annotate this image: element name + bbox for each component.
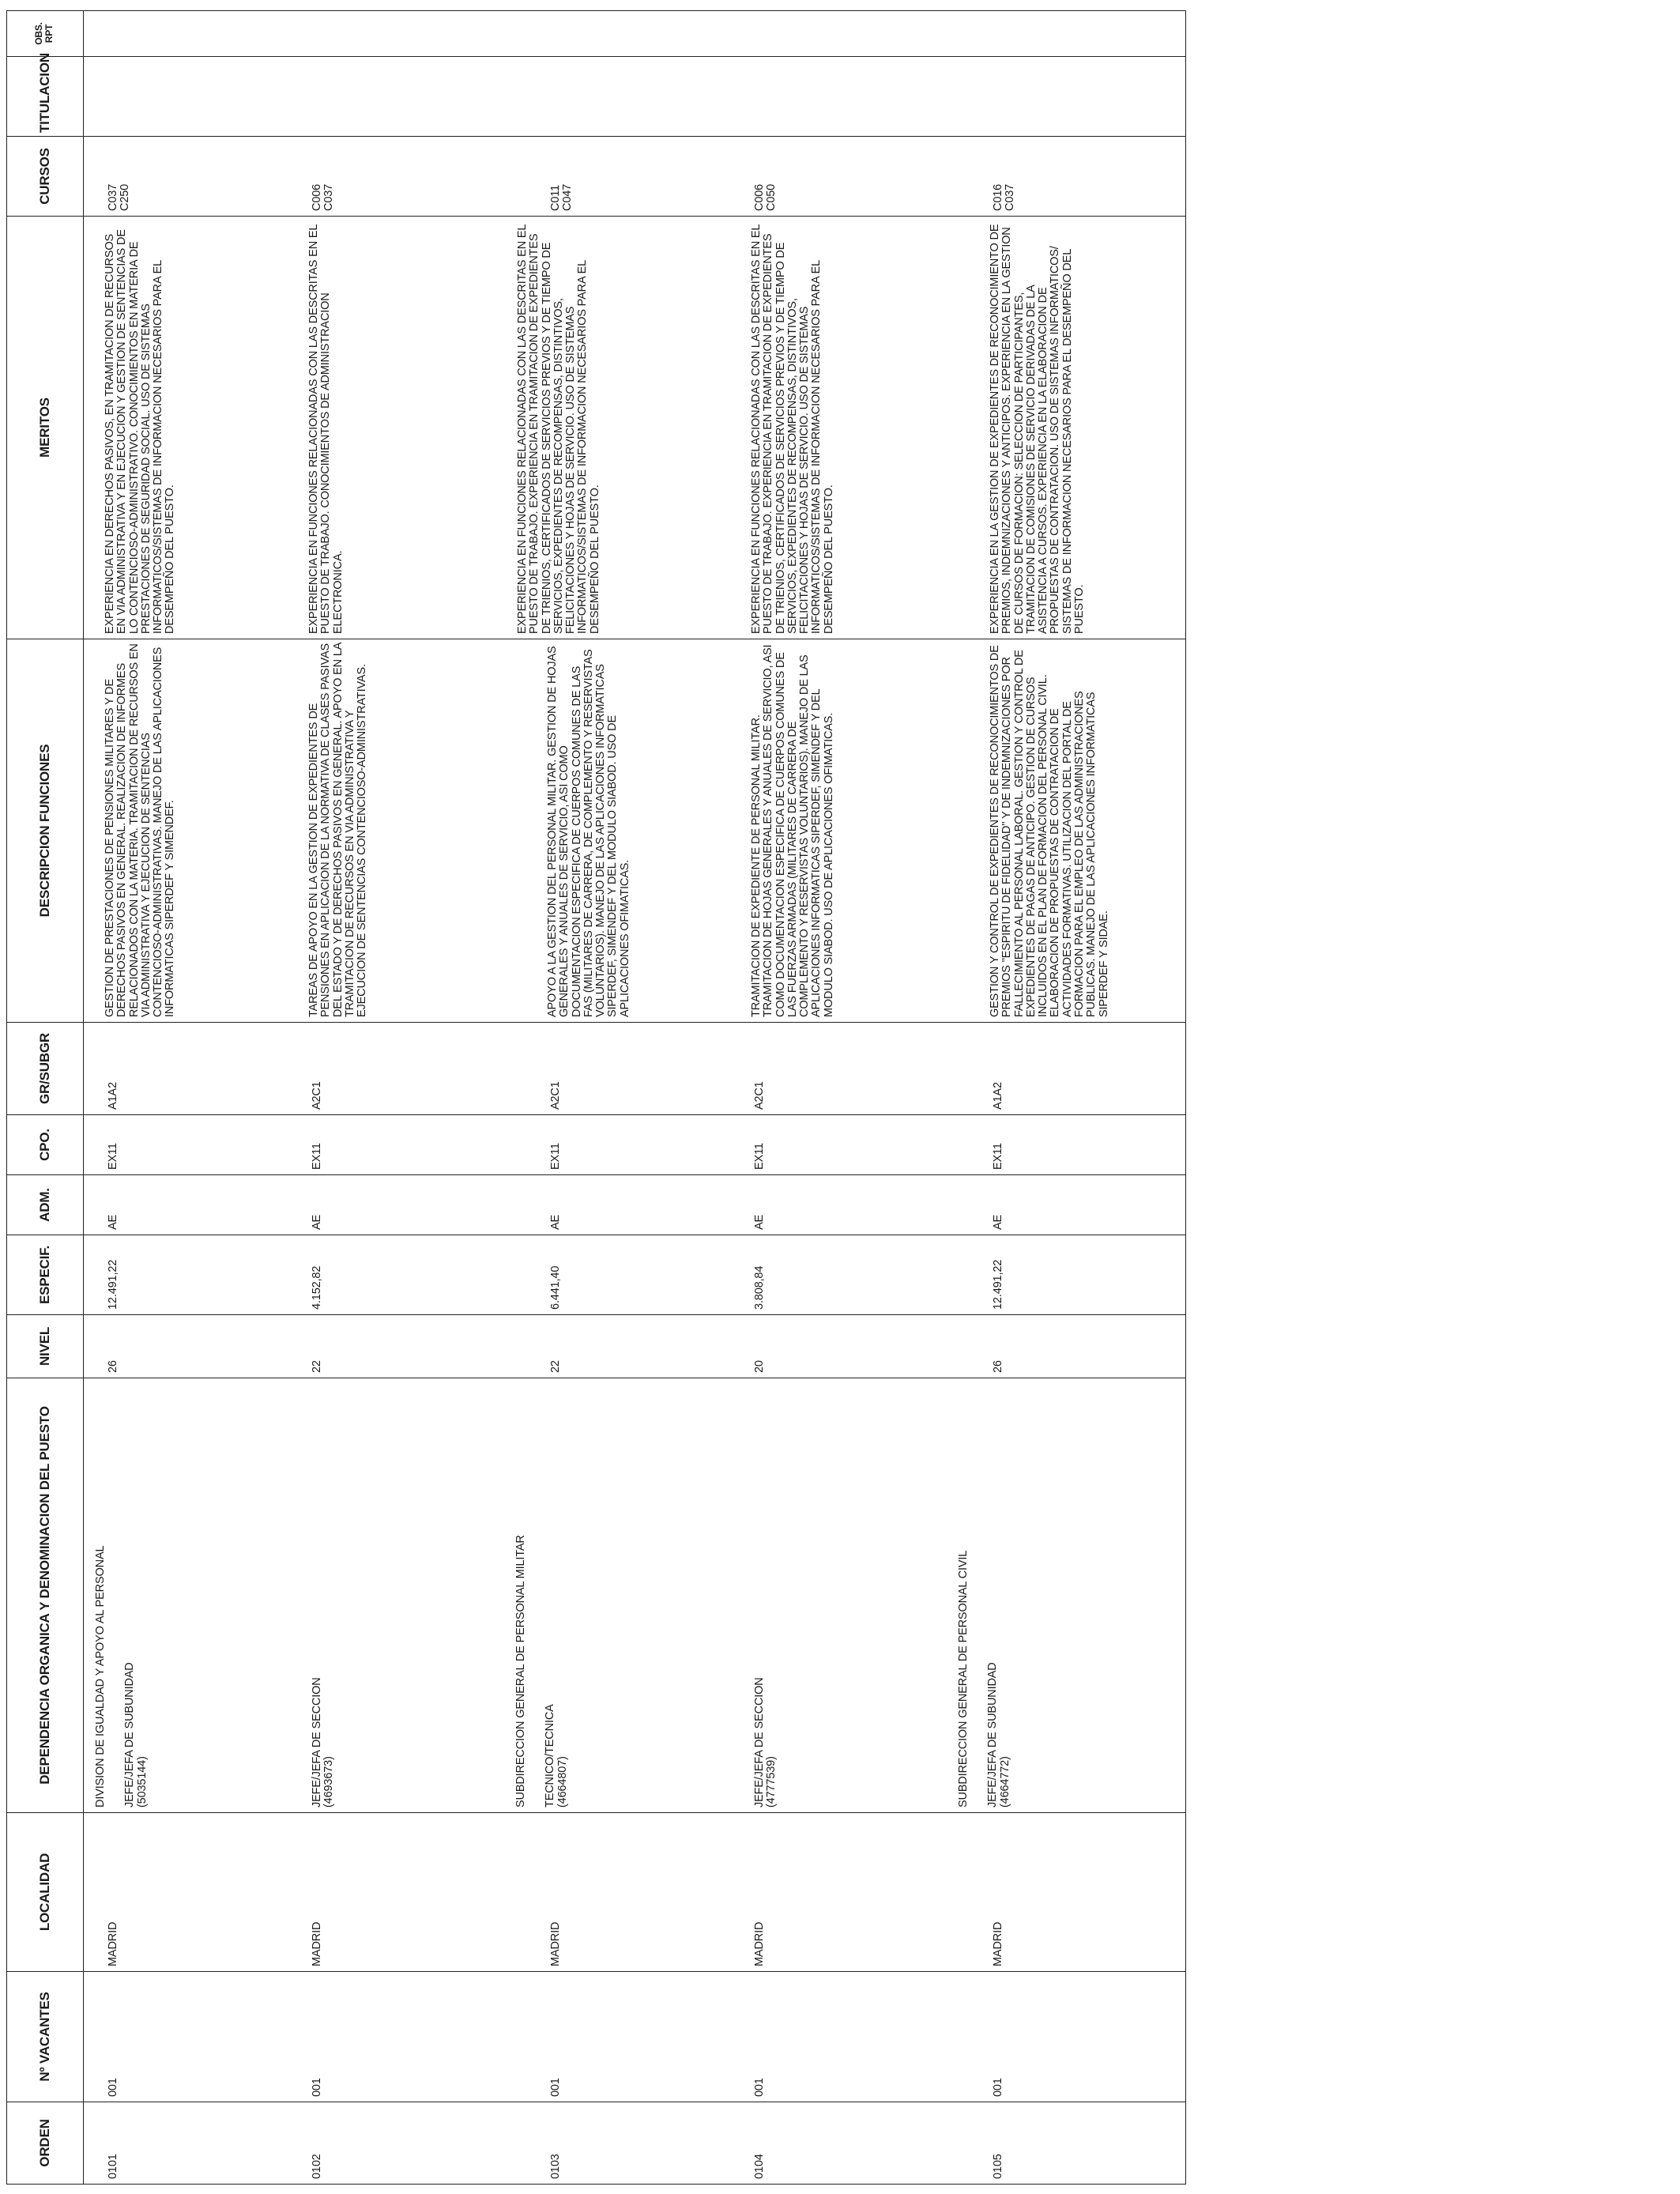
cursos-cell bbox=[84, 137, 301, 217]
meritos-cell bbox=[84, 217, 301, 639]
adm-cell: AE bbox=[300, 1175, 504, 1235]
table-row bbox=[947, 11, 1186, 2185]
header-adm: ADM. bbox=[7, 1175, 84, 1235]
nivel-cell: 22 bbox=[300, 1315, 504, 1378]
grsubgr-cell bbox=[947, 1023, 1186, 1115]
meritos-text: EXPERIENCIA EN FUNCIONES RELACIONADAS CON LAS DESCRITAS EN EL PUESTO DE TRABAJO. EXPERIENCIA EN TRAMITACION DE EXPEDIENTES DE TRIENIOS, CERTIFICADOS DE SERVICIOS PREVIOS Y DE TIEMPO DE SERVICIOS, EXPEDIENTES DE RECOMPENSAS, DISTINTIVOS, FELICITACIONES Y HOJAS DE SERVICIO. USO DE SISTEMAS INFORMATICOS/SISTEMAS DE INFORMACION NECESARIOS PARA EL DESEMPEÑO DEL PUESTO. bbox=[750, 224, 835, 634]
curso-code: C050 bbox=[765, 183, 778, 211]
adm-cell bbox=[504, 1175, 743, 1235]
cursos-cell bbox=[504, 137, 743, 217]
header-especif: ESPECIF. bbox=[7, 1235, 84, 1315]
cpo-cell bbox=[947, 1115, 1186, 1175]
puesto-label: JEFE/JEFA DE SECCION bbox=[753, 1677, 766, 1808]
header-orden: ORDEN bbox=[7, 2102, 84, 2185]
curso-code: C037 bbox=[322, 183, 336, 211]
obs-rpt-cell bbox=[504, 11, 743, 57]
nivel-value: 22 bbox=[549, 1360, 562, 1373]
meritos-text: EXPERIENCIA EN FUNCIONES RELACIONADAS CON LAS DESCRITAS EN EL PUESTO DE TRABAJO. EXPERIENCIA EN TRAMITACION DE EXPEDIENTES DE TRIENIOS, CERTIFICADOS DE SERVICIOS PREVIOS Y DE TIEMPO DE SERVICIOS, EXPEDIENTES DE RECOMPENSAS, DISTINTIVOS, FELICITACIONES Y HOJAS DE SERVICIO. USO DE SISTEMAS INFORMATICOS/SISTEMAS DE INFORMACION NECESARIOS PARA EL DESEMPEÑO DEL PUESTO. bbox=[516, 224, 601, 634]
curso-code: C037 bbox=[1004, 183, 1017, 211]
obs-rpt-cell bbox=[84, 11, 301, 57]
curso-code: C037 bbox=[107, 183, 119, 211]
meritos-cell bbox=[743, 217, 947, 639]
grsubgr-value: A2C1 bbox=[549, 1081, 562, 1110]
header-descripcion: DESCRIPCION FUNCIONES bbox=[7, 639, 84, 1023]
vacantes-value: 001 bbox=[992, 2078, 1004, 2097]
descripcion-text: GESTION DE PRESTACIONES DE PENSIONES MILITARES Y DE DERECHOS PASIVOS EN GENERAL. REALIZACION DE INFORMES RELACIONADOS CON LA MATERIA. TRAMITACION DE RECURSOS EN VIA ADMINISTRATIVA Y EJECUCION DE SENTENCIAS CONTENCIOSO-ADMINISTRATIVAS. MANEJO DE LAS APLICACIONES INFORMATICAS SIPERDEF Y SIMENDEF. bbox=[104, 643, 177, 1017]
obs-rpt-cell bbox=[743, 11, 947, 57]
curso-code: C047 bbox=[561, 183, 574, 211]
puesto-label: JEFE/JEFA DE SUBUNIDAD bbox=[986, 1662, 1000, 1808]
unidad-label: SUBDIRECCION GENERAL DE PERSONAL CIVIL bbox=[957, 1550, 970, 1808]
cursos-cell bbox=[300, 137, 504, 217]
descripcion-cell bbox=[84, 639, 301, 1023]
curso-code: C250 bbox=[119, 183, 132, 211]
meritos-text: EXPERIENCIA EN DERECHOS PASIVOS, EN TRAMITACION DE RECURSOS EN VIA ADMINISTRATIVA Y EN EJECUCION Y GESTION DE SENTENCIAS DE LO CONTENCIOSO-ADMINISTRATIVO. CONOCIMIENTOS EN MATERIA DE PRESTACIONES DE SEGURIDAD SOCIAL. USO DE SISTEMAS INFORMATICOS/SISTEMAS DE INFORMACION NECESARIOS PARA EL DESEMPEÑO DEL PUESTO. bbox=[104, 229, 177, 634]
especif-cell bbox=[504, 1235, 743, 1315]
puesto-code: (5035144) bbox=[135, 1756, 149, 1808]
adm-cell: AE bbox=[84, 1175, 301, 1235]
descripcion-text: TAREAS DE APOYO EN LA GESTION DE EXPEDIENTES DE PENSIONES EN APLICACION DE LA NORMATIVA DE CLASES PASIVAS DEL ESTADO Y DE DERECHOS PASIVOS EN GENERAL. APOYO EN LA TRAMITACION DE RECURSOS EN VIA ADMINISTRATIVA Y EJECUCION DE SENTENCIAS CONTENCIOSO-ADMINISTRATIVAS. bbox=[307, 643, 369, 1017]
orden-value: 0105 bbox=[992, 2154, 1004, 2179]
localidad-cell bbox=[504, 1813, 743, 1972]
meritos-text: EXPERIENCIA EN LA GESTION DE EXPEDIENTES DE RECONOCIMIENTO DE PREMIOS, INDEMNIZACIONES Y ANTICIPOS. EXPERIENCIA EN LA GESTION DE CURSOS DE FORMACION: SELECCION DE PARTICIPANTES, TRAMITACION DE COMISIONES DE SERVICIO DERIVADAS DE LA ASISTENCIA A CURSOS. EXPERIENCIA EN LA ELABORACION DE PROPUESTAS DE CONTRATACION. USO DE SISTEMAS INFORMATICOS/ SISTEMAS DE INFORMACION NECESARIOS PARA EL DESEMPEÑO DEL PUESTO. bbox=[989, 224, 1087, 634]
nivel-cell: 20 bbox=[743, 1315, 947, 1378]
dependencia-cell bbox=[743, 1378, 947, 1813]
vacantes-cell: 001 bbox=[84, 1972, 301, 2102]
header-obs: OBS. bbox=[33, 22, 44, 45]
header-dependencia: DEPENDENCIA ORGANICA Y DENOMINACION DEL PUESTO bbox=[7, 1378, 84, 1813]
header-cpo: CPO. bbox=[7, 1115, 84, 1175]
cpo-cell: EX11 bbox=[300, 1115, 504, 1175]
localidad-cell: MADRID bbox=[84, 1813, 301, 1972]
localidad-cell: MADRID bbox=[300, 1813, 504, 1972]
nivel-value: 26 bbox=[992, 1360, 1004, 1373]
grsubgr-cell: A2C1 bbox=[300, 1023, 504, 1115]
orden-value: 0103 bbox=[549, 2154, 562, 2179]
dependencia-cell bbox=[84, 1378, 301, 1813]
dependencia-cell bbox=[504, 1378, 743, 1813]
localidad-value: MADRID bbox=[549, 1921, 562, 1966]
puesto-code: (4664807) bbox=[556, 1756, 569, 1808]
curso-code: C006 bbox=[753, 183, 766, 211]
titulacion-cell bbox=[300, 57, 504, 137]
table-row bbox=[300, 11, 504, 2185]
table-header bbox=[7, 11, 84, 2185]
localidad-value: MADRID bbox=[992, 1921, 1004, 1966]
vacantes-value: 001 bbox=[549, 2078, 562, 2097]
nivel-cell: 26 bbox=[84, 1315, 301, 1378]
rotated-page bbox=[6, 11, 1286, 2185]
descripcion-text: GESTION Y CONTROL DE EXPEDIENTES DE RECONOCIMIENTOS DE PREMIOS "ESPIRITU DE FIDELIDAD" Y DE INDEMNIZACIONES POR FALLECIMIENTO AL PERSONAL LABORAL. GESTION Y CONTROL DE EXPEDIENTES DE PAGAS DE ANTICIPO. GESTION DE CURSOS INCLUIDOS EN EL PLAN DE FORMACION DEL PERSONAL CIVIL. ELABORACION DE PROPUESTAS DE CONTRATACION DE ACTIVIDADES FORMATIVAS. UTILIZACION DEL PORTAL DE FORMACION PARA EL EMPLEO DE LAS ADMINISTRACIONES PUBLICAS. MANEJO DE LAS APLICACIONES INFORMATICAS SIPERDEF Y SIDAE. bbox=[989, 645, 1110, 1017]
header-titulacion: TITULACION bbox=[7, 57, 84, 137]
puesto-label: JEFE/JEFA DE SECCION bbox=[311, 1677, 323, 1808]
vacancies-table bbox=[6, 10, 1186, 2185]
obs-rpt-cell bbox=[300, 11, 504, 57]
titulacion-cell bbox=[743, 57, 947, 137]
obs-rpt-cell bbox=[947, 11, 1186, 57]
cursos-cell bbox=[743, 137, 947, 217]
orden-cell: 0102 bbox=[300, 2102, 504, 2185]
cpo-value: EX11 bbox=[992, 1143, 1004, 1170]
puesto-code: (4777539) bbox=[765, 1756, 778, 1808]
grsubgr-cell bbox=[504, 1023, 743, 1115]
header-obs-rpt bbox=[7, 11, 84, 57]
header-localidad: LOCALIDAD bbox=[7, 1813, 84, 1972]
grsubgr-cell: A2C1 bbox=[743, 1023, 947, 1115]
nivel-cell bbox=[504, 1315, 743, 1378]
especif-value: 12.491,22 bbox=[992, 1259, 1004, 1310]
grsubgr-value: A1A2 bbox=[992, 1082, 1004, 1110]
puesto-code: (4693673) bbox=[322, 1756, 336, 1808]
adm-cell: AE bbox=[743, 1175, 947, 1235]
curso-code: C006 bbox=[311, 183, 323, 211]
descripcion-cell bbox=[300, 639, 504, 1023]
table-row bbox=[504, 11, 743, 2185]
cpo-cell: EX11 bbox=[743, 1115, 947, 1175]
titulacion-cell bbox=[84, 57, 301, 137]
localidad-cell: MADRID bbox=[743, 1813, 947, 1972]
descripcion-cell bbox=[947, 639, 1186, 1023]
especif-cell: 3.808,84 bbox=[743, 1235, 947, 1315]
vacantes-cell: 001 bbox=[300, 1972, 504, 2102]
descripcion-cell bbox=[504, 639, 743, 1023]
orden-cell bbox=[947, 2102, 1186, 2185]
especif-cell bbox=[947, 1235, 1186, 1315]
especif-cell: 4.152,82 bbox=[300, 1235, 504, 1315]
grsubgr-cell: A1A2 bbox=[84, 1023, 301, 1115]
table-row bbox=[743, 11, 947, 2185]
cpo-cell bbox=[504, 1115, 743, 1175]
descripcion-cell bbox=[743, 639, 947, 1023]
unidad-label: SUBDIRECCION GENERAL DE PERSONAL MILITAR bbox=[514, 1535, 527, 1808]
cpo-value: EX11 bbox=[549, 1143, 562, 1170]
meritos-text: EXPERIENCIA EN FUNCIONES RELACIONADAS CON LAS DESCRITAS EN EL PUESTO DE TRABAJO. CONOCIMIENTOS DE ADMINISTRACION ELECTRONICA. bbox=[307, 224, 345, 634]
header-rpt: RPT bbox=[43, 24, 55, 43]
header-vacantes: Nº VACANTES bbox=[7, 1972, 84, 2102]
puesto-label: TECNICO/TECNICA bbox=[544, 1704, 557, 1808]
titulacion-cell bbox=[947, 57, 1186, 137]
vacantes-cell bbox=[504, 1972, 743, 2102]
table-body bbox=[84, 11, 1186, 2185]
descripcion-text: TRAMITACION DE EXPEDIENTE DE PERSONAL MILITAR. TRAMITACION DE HOJAS GENERALES Y ANUALES DE SERVICIO, ASI COMO DOCUMENTACION ESPECIFICA DE CUERPOS COMUNES DE LAS FUERZAS ARMADAS (MILITARES DE CARRERA DE COMPLEMENTO Y RESERVISTAS VOLUNTARIOS). MANEJO DE LAS APLICACIONES INFORMATICAS SIPERDEF, SIMENDEF Y DEL MODULO SIABOD. USO DE APLICACIONES OFIMATICAS. bbox=[750, 644, 835, 1017]
vacantes-cell: 001 bbox=[743, 1972, 947, 2102]
adm-value: AE bbox=[992, 1214, 1004, 1230]
especif-cell: 12.491,22 bbox=[84, 1235, 301, 1315]
especif-value: 6.441,40 bbox=[549, 1265, 562, 1310]
meritos-cell bbox=[947, 217, 1186, 639]
orden-cell: 0104 bbox=[743, 2102, 947, 2185]
adm-cell bbox=[947, 1175, 1186, 1235]
orden-cell: 0101 bbox=[84, 2102, 301, 2185]
puesto-label: JEFE/JEFA DE SUBUNIDAD bbox=[123, 1662, 137, 1808]
cpo-cell: EX11 bbox=[84, 1115, 301, 1175]
header-obs-rpt-text bbox=[34, 22, 55, 45]
titulacion-cell bbox=[504, 57, 743, 137]
meritos-cell bbox=[504, 217, 743, 639]
unidad-label: DIVISION DE IGUALDAD Y APOYO AL PERSONAL bbox=[94, 1545, 107, 1808]
header-grsubgr: GR/SUBGR bbox=[7, 1023, 84, 1115]
cursos-cell bbox=[947, 137, 1186, 217]
vacantes-cell bbox=[947, 1972, 1186, 2102]
adm-value: AE bbox=[549, 1214, 562, 1230]
dependencia-cell bbox=[300, 1378, 504, 1813]
header-nivel: NIVEL bbox=[7, 1315, 84, 1378]
puesto-code: (4664772) bbox=[998, 1756, 1011, 1808]
descripcion-text: APOYO A LA GESTION DEL PERSONAL MILITAR. GESTION DE HOJAS GENERALES Y ANUALES DE SERVICIO, ASI COMO DOCUMENTACION ESPECIFICA DE CUERPOS COMUNES DE LAS FAS (MILITARES DE CARRERA, DE COMPLEMENTO Y RESERVISTAS VOLUNTARIOS). MANEJO DE LAS APLICACIONES INFORMATICAS SIPERDEF, SIMENDEF Y DEL MODULO SIABOD. USO DE APLICACIONES OFIMATICAS. bbox=[546, 646, 631, 1017]
table-row bbox=[84, 11, 301, 2185]
orden-cell bbox=[504, 2102, 743, 2185]
nivel-cell bbox=[947, 1315, 1186, 1378]
meritos-cell bbox=[300, 217, 504, 639]
curso-code: C016 bbox=[992, 183, 1004, 211]
header-meritos: MERITOS bbox=[7, 217, 84, 639]
header-cursos: CURSOS bbox=[7, 137, 84, 217]
dependencia-cell bbox=[947, 1378, 1186, 1813]
localidad-cell bbox=[947, 1813, 1186, 1972]
curso-code: C011 bbox=[549, 185, 562, 211]
